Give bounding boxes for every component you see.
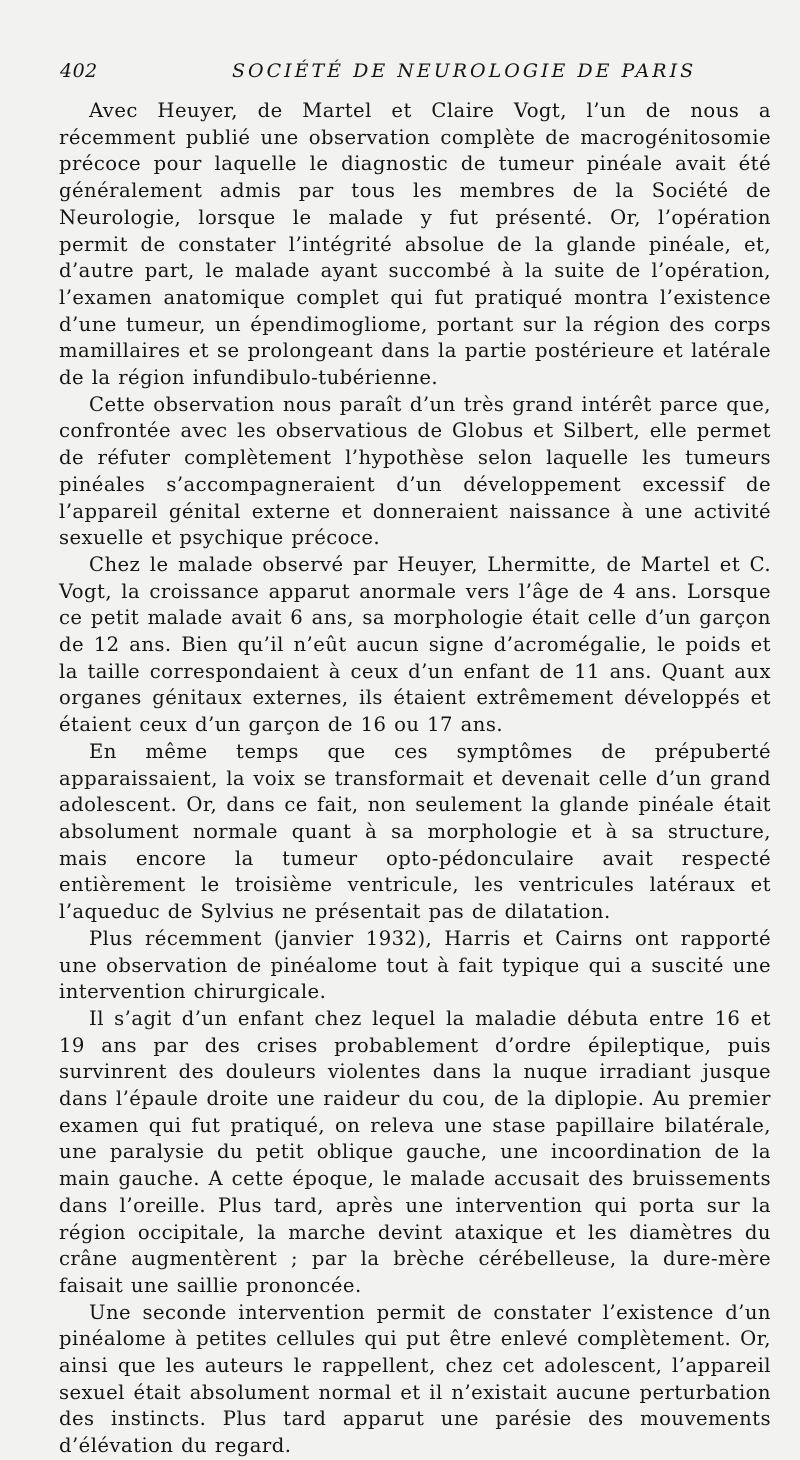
paragraph: Avec Heuyer, de Martel et Claire Vogt, l’un de nous a récemment publié une observation complète de macrogénitosomie précoce pour laquelle le diagnostic de tumeur pinéale avait été généralement admis par tous les membres de la Société de Neurologie, lorsque le malade y fut présenté. Or, l’opération permit de constater l’intégrité absolue de la glande pinéale, et, d’autre part, le malade ayant succombé à la suite de l’opération, l’examen anatomique complet qui fut pratiqué montra l’existence d’une tumeur, un épendimogliome, portant sur la région des corps mamillaires et se prolongeant dans la partie postérieure et latérale de la région infundibulo-tubérienne. — [59, 99, 771, 390]
page-header — [60, 58, 780, 88]
paragraph: En même temps que ces symptômes de prépuberté apparaissaient, la voix se transformait et devenait celle d’un grand adolescent. Or, dans ce fait, non seulement la glande pinéale était absolument normale quant à sa morphologie et à sa structure, mais encore la tumeur opto-pédonculaire avait respecté entièrement le troisième ventricule, les ventricules latéraux et l’aqueduc de Sylvius ne présentait pas de dilatation. — [59, 739, 771, 924]
paragraph: Une seconde intervention permit de constater l’existence d’un pinéalome à petites cellules qui put être enlevé complètement. Or, ainsi que les auteurs le rappellent, chez cet adolescent, l’appareil sexuel était absolument normal et il n’existait aucune perturbation des instincts. Plus tard apparut une parésie des mouvements d’élévation du regard. — [59, 1300, 771, 1458]
paragraph: Plus récemment (janvier 1932), Harris et Cairns ont rapporté une observation de pinéalome tout à fait typique qui a suscité une intervention chirurgicale. — [59, 926, 771, 1004]
running-title: SOCIÉTÉ DE NEUROLOGIE DE PARIS — [232, 60, 697, 82]
body-text — [59, 98, 771, 1460]
paragraph: Il s’agit d’un enfant chez lequel la maladie débuta entre 16 et 19 ans par des crises probablement d’ordre épileptique, puis survinrent des douleurs violentes dans la nuque irradiant jusque dans l’épaule droite une raideur du cou, de la diplopie. Au premier examen qui fut pratiqué, on releva une stase papillaire bilatérale, une paralysie du petit oblique gauche, une incoordination de la main gauche. A cette époque, le malade accusait des bruissements dans l’oreille. Plus tard, après une intervention qui porta sur la région occipitale, la marche devint ataxique et les diamètres du crâne augmentèrent ; par la brèche cérébelleuse, la dure-mère faisait une saillie prononcée. — [59, 1006, 771, 1297]
paragraph: Cette observation nous paraît d’un très grand intérêt parce que, confrontée avec les observatious de Globus et Silbert, elle permet de réfuter complètement l’hypothèse selon laquelle les tumeurs pinéales s’accompagneraient d’un développement excessif de l’appareil génital externe et donneraient naissance à une activité sexuelle et psychique précoce. — [59, 392, 771, 550]
page-number: 402 — [60, 60, 98, 82]
paragraph: Chez le malade observé par Heuyer, Lhermitte, de Martel et C. Vogt, la croissance apparut anormale vers l’âge de 4 ans. Lorsque ce petit malade avait 6 ans, sa morphologie était celle d’un garçon de 12 ans. Bien qu’il n’eût aucun signe d’acromégalie, le poids et la taille correspondaient à ceux d’un enfant de 11 ans. Quant aux organes génitaux externes, ils étaient extrêmement développés et étaient ceux d’un garçon de 16 ou 17 ans. — [59, 552, 771, 737]
